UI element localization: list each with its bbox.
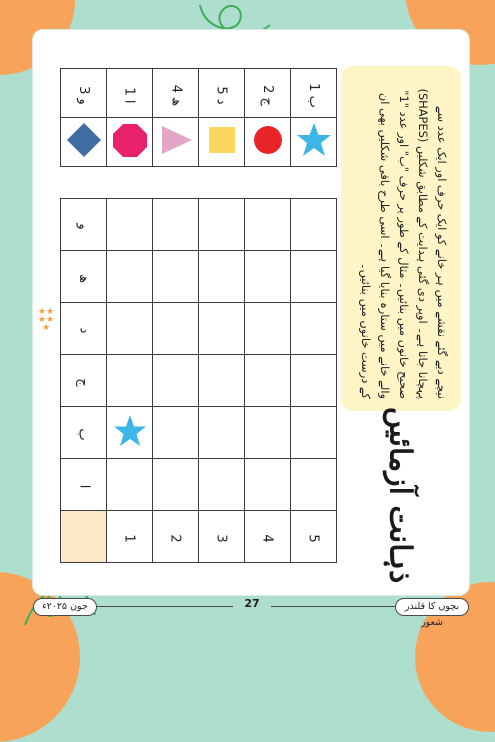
grid-cell[interactable] <box>107 355 153 407</box>
grid-cell[interactable] <box>199 199 245 251</box>
grid-number-cell <box>291 511 337 563</box>
square-icon <box>202 120 242 160</box>
grid-cell[interactable] <box>245 199 291 251</box>
grid-number-cell <box>153 511 199 563</box>
grid-letter-cell <box>61 407 107 459</box>
grid-cell[interactable] <box>245 355 291 407</box>
grid-cell[interactable] <box>153 303 199 355</box>
grid-letter: ھ <box>75 273 91 284</box>
footer-divider <box>97 606 233 607</box>
grid-cell[interactable] <box>245 251 291 303</box>
circle-icon <box>248 120 288 160</box>
grid-cell[interactable] <box>153 459 199 511</box>
grid-cell[interactable] <box>107 199 153 251</box>
instructions-box <box>341 66 461 411</box>
grid-letter-cell <box>61 459 107 511</box>
grid-cell[interactable] <box>153 355 199 407</box>
grid-cell[interactable] <box>245 459 291 511</box>
grid-number: 3 <box>214 534 229 543</box>
grid-cell[interactable] <box>245 303 291 355</box>
page-title <box>370 406 430 584</box>
key-label: ا 1 <box>122 86 137 104</box>
grid-cell[interactable] <box>291 355 337 407</box>
grid-cell[interactable] <box>199 407 245 459</box>
grid-number-cell <box>199 511 245 563</box>
key-label: ھ 4 <box>168 84 183 106</box>
grid-cell[interactable] <box>153 251 199 303</box>
grid-number: 1 <box>122 534 137 543</box>
grid-cell-example-star[interactable] <box>107 407 153 459</box>
key-shape-cell <box>61 118 107 167</box>
triangle-icon <box>156 120 196 160</box>
grid-cell[interactable] <box>291 459 337 511</box>
grid-number: 2 <box>168 534 183 543</box>
footer-date: جون ۲۰۲۵ء <box>33 598 97 616</box>
diamond-icon <box>64 120 104 160</box>
grid-cell[interactable] <box>107 459 153 511</box>
key-label-cell <box>245 69 291 118</box>
grid-letter-cell <box>61 199 107 251</box>
grid-cell[interactable] <box>199 459 245 511</box>
key-label-cell <box>61 69 107 118</box>
grid-letter-cell <box>61 251 107 303</box>
grid-corner-cell <box>61 511 107 563</box>
key-shape-cell <box>107 118 153 167</box>
star-icon <box>112 413 148 449</box>
key-label: و 3 <box>75 85 91 105</box>
grid-letter: ب <box>76 428 91 441</box>
grid-cell[interactable] <box>199 303 245 355</box>
grid-cell[interactable] <box>291 407 337 459</box>
grid-cell[interactable] <box>291 199 337 251</box>
footer-divider <box>271 606 395 607</box>
footer-magazine-name: بچوں کا قلندر شعور <box>395 598 469 616</box>
star-icon <box>294 120 334 160</box>
key-label-cell <box>199 69 245 118</box>
octagon-icon <box>110 120 150 160</box>
stars-decoration: ★★ ★★ ★ <box>37 307 55 333</box>
grid-letter: د <box>75 327 91 334</box>
grid-letter-cell <box>61 303 107 355</box>
grid-cell[interactable] <box>153 199 199 251</box>
grid-number-cell <box>107 511 153 563</box>
grid-cell[interactable] <box>199 251 245 303</box>
coordinate-grid <box>60 198 337 563</box>
grid-letter: ج <box>76 378 91 387</box>
shape-key-table <box>60 68 337 167</box>
instructions-text: نیچے دیے گئے نقشے میں ہر خانے کو ایک حرف اور ایک عدد سے پہچانا جاتا ہے۔ اوپر دی گئی ہدایت کے مطابق شکلیں (SHAPES) صحیح خانوں میں بنائیں۔ مثال کے طور پر حرف "ب" اور عدد "1" والے خانے میں ستارہ بنایا گیا ہے۔ اسی طرح باقی شکلیں بھی ان کے درست خانوں میں بنائیں۔ <box>359 88 449 399</box>
grid-number: 5 <box>306 534 321 543</box>
grid-cell[interactable] <box>107 303 153 355</box>
grid-number: 4 <box>260 534 275 543</box>
grid-cell[interactable] <box>199 355 245 407</box>
grid-letter: و <box>76 223 91 230</box>
grid-number-cell <box>245 511 291 563</box>
key-label-cell <box>107 69 153 118</box>
page-number: 27 <box>244 597 260 610</box>
grid-cell[interactable] <box>107 251 153 303</box>
key-label: ب 1 <box>306 82 321 108</box>
grid-letter-cell <box>61 355 107 407</box>
key-label: ج 2 <box>260 84 275 106</box>
grid-cell[interactable] <box>153 407 199 459</box>
grid-cell[interactable] <box>245 407 291 459</box>
grid-cell[interactable] <box>291 251 337 303</box>
grid-letter: ا <box>76 484 91 489</box>
key-shape-cell <box>199 118 245 167</box>
key-shape-cell <box>291 118 337 167</box>
grid-cell[interactable] <box>291 303 337 355</box>
key-label-cell <box>291 69 337 118</box>
key-shape-cell <box>245 118 291 167</box>
key-label-cell <box>153 69 199 118</box>
key-shape-cell <box>153 118 199 167</box>
page-title-text: ذہانت آزمائیں <box>382 406 418 584</box>
page-footer <box>33 596 469 628</box>
key-label: د 5 <box>213 85 229 105</box>
